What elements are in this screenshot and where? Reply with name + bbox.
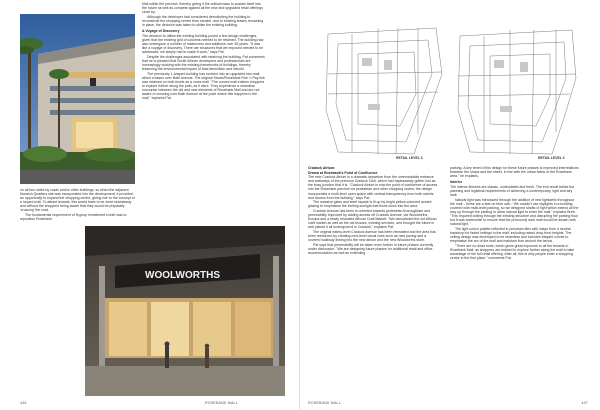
left-footer — [20, 401, 280, 405]
right-footer — [308, 401, 588, 405]
section-heading: A Voyage of Discovery — [142, 29, 180, 34]
paragraph: The previously L-shaped building has evolved into an upgraded two-mall which crosses over Bath Avenue. The original Studio/Rosebank Pick 'n Pay link was retained on both levels as a cross mall. "The curved mall entices shoppers to explore further along the path, as it were. They experience a seamless encounter between the old and new elements of Rosebank Mall and are not aware of crossing over Bath Avenue at the point where this happens in the mall," explains Pat. — [142, 71, 265, 101]
paragraph: The massive glass and steel façade is lit up by bright yellow-coloured accent glazing to emphasise the inviting sunlight that flows down into the area. — [308, 200, 432, 209]
left-column-2 — [142, 2, 266, 101]
section-heading: Interior — [450, 180, 463, 185]
woolworths-sign: WOOLWORTHS — [145, 270, 220, 281]
woolworths-storefront-photo — [85, 226, 285, 396]
running-title: ROSEBANK MALL — [205, 401, 238, 405]
paragraph: Pat says that permeability will be taken even further in future phases currently under discussion. "We are designing future phases for additional retail and office accommodation as well as extending — [308, 242, 434, 255]
plan-label: RETAIL LEVEL 3 — [396, 156, 423, 160]
floor-plan-2-drawing — [452, 14, 582, 164]
paragraph: Although the developer had considered demolishing the building to reconstruct the shopping centre from scratch, due to existing leases remaining in place, the decision was taken to utilise the existing building. — [142, 14, 264, 27]
paragraph: Natural light was introduced through the addition of new lightwells throughout the mall – these are a feat on their own. "We couldn't use skylights in a building covered with multi-level parking, so we designed shafts of light which extend all the way up through the parking to allow natural light to enter the mall," explains Brett. "This required cutting through the existing structure and disrupting the parking flow, but it was worthwhile to ensure that the previously dark mall would be awash with natural light." — [450, 197, 579, 227]
running-title: ROSEBANK MALL — [308, 401, 341, 405]
storefront-illustration — [85, 226, 285, 396]
right-page — [300, 0, 600, 410]
paragraph: Despite the challenges associated with retaining the building, Pat comments that he is pleased that South African developers and professionals are increasingly working with the existing frameworks of buildings, thereby lessening the environmental impact of total demolition and rebuild. — [142, 54, 265, 71]
section-subheading: Drama at Rosebank's Point of Confluence — [308, 170, 378, 175]
paragraph: The original eatery-level Cradock Avenue has been reinstated and the area has been reinforced by creating next-level visual cues such as new paving and a covered walkway linking into the new atrium and the new Woolworths store. — [308, 229, 436, 243]
paragraph: Mall within the precinct, thereby giving it the critical mass to sustain itself into the future as well as compete against all the new and upgraded retail offerings close by. — [142, 2, 263, 15]
page-number: 447 — [581, 401, 588, 405]
plan-label: RETAIL LEVEL 3 — [538, 156, 565, 160]
right-column-1 — [308, 166, 438, 255]
paragraph: The interior finishes are classic, understated and fresh. The end result belies the planning and logistical requirements of achieving a contemporary, light and airy mall. — [450, 184, 575, 198]
paragraph: The fundamental requirement of Hyprop Investment's brief was to reposition Rosebank — [20, 213, 127, 222]
paragraph: Cradock Avenue has been re-oriented towards pedestrian thoroughfare and permeability improved by adding access off Cradock Avenue, via Woolworths, Europa and a newly relocated African Craft Market. "We demolished the old African craft market as well as the old trusses, existing services, and brought the future in and placed it all underground in Cradock," explains Pat. — [308, 208, 437, 230]
mall-exterior-photo — [20, 14, 135, 184]
section-heading: Cradock Atrium: — [308, 166, 336, 170]
paragraph: parking. A key tenet of this design for these future phases is improved interrelations between the shops and the street, in line with the urban fabric of the Rosebank area," he explains. — [450, 166, 579, 179]
floor-plan-2 — [452, 14, 582, 164]
paragraph: The decision to utilise the existing building posed a few design challenges, given that the existing grid of columns needed to be retained. The building had also undergone a number of makeovers and additions over 35 years. "It was like a voyage of discovery. There are structures that we exposed needed to be addressed, we simply had to make it work," says Pat. — [142, 33, 264, 55]
paragraph: The light colour palette reflected in porcelain tiles with inlays from a neutral backdrop for faded ceilings in the mall, including raised drop-front heights. The ceiling design was developed to be seamless and includes elegant curves to emphasise the arc of the mall and maintain flow around the bends. — [450, 226, 572, 244]
mall-exterior-illustration — [20, 14, 135, 184]
right-column-2 — [450, 166, 580, 261]
floor-plan-1-drawing — [318, 14, 448, 164]
paragraph: "There are no dead ends, which gives great exposure to all the tenants in Rosebank Mall, as shoppers are enticed to explore further along the mall to take advantage of the full retail offering. After all, this is why people enter a shopping centre in the first place," comments Pat. — [450, 243, 575, 260]
floor-plan-1 — [318, 14, 448, 164]
left-column-1 — [20, 188, 135, 222]
page-number: 446 — [20, 401, 27, 405]
paragraph: on all four sides by roads and/or other buildings, so when the adjacent Norwich Quarters site was incorporated into the development, it provided an opportunity to expand the shopping centre, giving rise to the concept of a looped mall. To attract tenants, this would have to be done seamlessly and without the shoppers being aware that they would be physically 'crossing' the road. — [20, 188, 135, 213]
paragraph: The new Cradock Atrium is a dramatic departure from the unremarkable entrance and walkways of the previous Cradock Club, which had haphazardly gotten lost as the busy junction that it is. "Cradock Atrium is now the point of confluence of access into the Rosebank precinct via pedestrian and other shopping routes; the design incorporates a multi-level open space with vertical transparency from both streets and access from the building," says Pat. — [308, 175, 438, 200]
